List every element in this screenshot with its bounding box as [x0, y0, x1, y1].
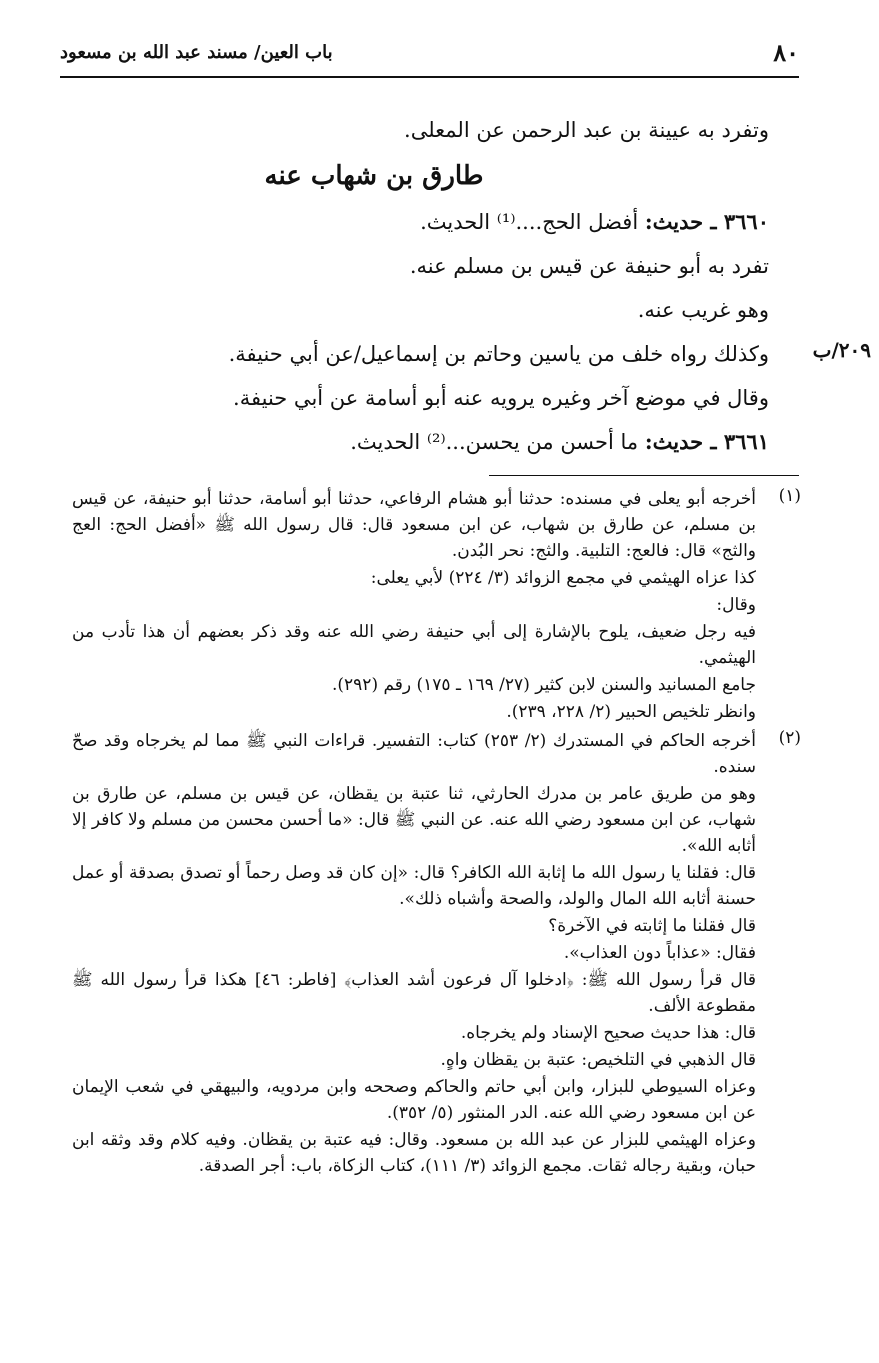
text-line: وقال في موضع آخر وغيره يرويه عنه أبو أسامة عن أبي حنيفة. — [233, 386, 769, 410]
text-line: وكذلك رواه خلف من ياسين وحاتم بن إسماعيل/عن أبي حنيفة. — [228, 342, 769, 366]
footnote-para: قال فقلنا ما إثابته في الآخرة؟ — [548, 916, 756, 936]
footnote-2 — [72, 728, 801, 1179]
footnote-para: فقال: «عذاباً دون العذاب». — [563, 943, 756, 963]
footnote-para: وانظر تلخيص الحبير (٢/ ٢٢٨، ٢٣٩). — [506, 702, 756, 722]
footnote-para: وقال: — [716, 595, 756, 615]
section-heading: طارق بن شهاب عنه — [264, 161, 484, 191]
footnote-number: (١) — [778, 486, 801, 506]
manuscript-folio-note: ٢٠٩/ب — [812, 338, 871, 362]
hadith-text: أفضل الحج....⁽¹⁾ الحديث. — [420, 210, 639, 234]
footnote-para: وهو من طريق عامر بن مدرك الحارثي، ثنا عتبة بن يقظان، عن قيس بن مسلم، عن طارق بن شهاب، عن ابن مسعود رضي الله عنه. عن النبي ﷺ قال: «ما أحسن محسن من مسلم ولا كافر إلا أثابه الله». — [72, 784, 756, 856]
footnote-separator — [489, 475, 799, 476]
main-text — [129, 108, 769, 464]
footnote-para: وعزاه السيوطي للبزار، وابن أبي حاتم والحاكم وصححه وابن مردويه، والبيهقي في شعب الإيمان عن ابن مسعود رضي الله عنه. الدر المنثور (٥/ ٣٥٢). — [72, 1077, 756, 1123]
footnote-para: قال الذهبي في التلخيص: عتبة بن يقظان واهٍ. — [440, 1050, 756, 1070]
text-line: وهو غريب عنه. — [637, 298, 769, 322]
footnote-para: جامع المسانيد والسنن لابن كثير (٢٧/ ١٦٩ ـ ١٧٥) رقم (٢٩٢). — [331, 675, 756, 695]
footnote-para: فيه رجل ضعيف، يلوح بالإشارة إلى أبي حنيفة رضي الله عنه وقد ذكر بعضهم أن هذا تأدب من الهيثمي. — [72, 622, 756, 668]
footnote-number: (٢) — [778, 728, 801, 748]
page-number: ٨٠ — [773, 38, 799, 67]
text-line: وتفرد به عيينة بن عبد الرحمن عن المعلى. — [404, 118, 769, 142]
footnote-para: وعزاه الهيثمي للبزار عن عبد الله بن مسعود. وقال: فيه عتبة بن يقظان. وفيه كلام وقد وثقه ابن حبان، وبقية رجاله ثقات. مجمع الزوائد (٣/ ١١١)، كتاب الزكاة، باب: أجر الصدقة. — [72, 1130, 756, 1176]
running-title: باب العين/ مسند عبد الله بن مسعود — [60, 42, 333, 63]
text-line: تفرد به أبو حنيفة عن قيس بن مسلم عنه. — [409, 254, 769, 278]
footnote-para: أخرجه الحاكم في المستدرك (٢/ ٢٥٣) كتاب: التفسير. قراءات النبي ﷺ مما لم يخرجاه وقد صحّ سنده. — [72, 731, 756, 777]
footnote-para: أخرجه أبو يعلى في مسنده: حدثنا أبو هشام الرفاعي، حدثنا أبو أسامة، حدثنا أبو حنيفة، عن قيس بن مسلم، عن طارق بن شهاب، عن ابن مسعود قال: قال رسول الله ﷺ «أفضل الحج: العج والثج» قال: فالعج: التلبية. والثج: نحر البُدن. — [72, 489, 756, 561]
footnote-para: قال: فقلنا يا رسول الله ما إثابة الله الكافر؟ قال: «إن كان قد وصل رحماً أو تصدق بصدقة أو عمل حسنة أثابه الله المال والولد، والصحة وأشباه ذلك». — [72, 863, 756, 909]
footnote-1 — [72, 486, 801, 725]
running-header — [60, 36, 799, 78]
footnote-para: كذا عزاه الهيثمي في مجمع الزوائد (٣/ ٢٢٤) لأبي يعلى: — [370, 568, 756, 588]
hadith-3661 — [129, 420, 769, 464]
hadith-label: ٣٦٦٠ ـ حديث: — [644, 209, 769, 234]
footnote-para: قال: هذا حديث صحيح الإسناد ولم يخرجاه. — [460, 1023, 756, 1043]
footnote-para: قال قرأ رسول الله ﷺ: ﴿ادخلوا آل فرعون أشد العذاب﴾ [فاطر: ٤٦] هكذا قرأ رسول الله ﷺ مقطوعة الألف. — [72, 970, 757, 1016]
hadith-3660 — [129, 200, 769, 244]
hadith-label: ٣٦٦١ ـ حديث: — [644, 429, 769, 454]
hadith-text: ما أحسن من يحسن...⁽²⁾ الحديث. — [350, 430, 639, 454]
footnotes — [72, 486, 801, 1179]
